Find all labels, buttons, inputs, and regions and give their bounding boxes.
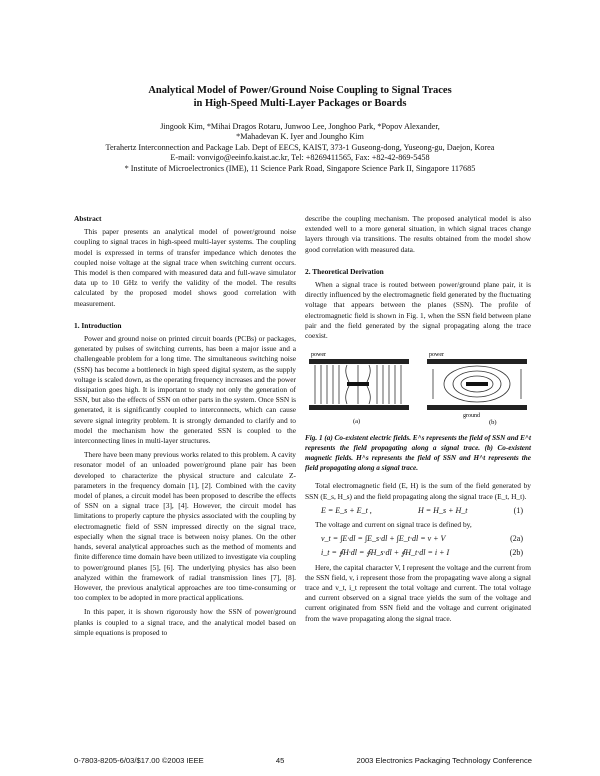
- equation-2a-number: (2a): [510, 534, 523, 544]
- intro-paragraph-2: There have been many previous works related to this problem. A cavity resonator model of an unloaded power/ground plane pair has been developed to characterize the physical structure and calculate Z-parameters in the frequency domain [1], [2]. Combined with the cavity model of planes, a circuit model has been proposed to describe the effects of SSN on a signal trace [3], [4]. However, the circuit model has limitations to properly capture the physics associated with the coupling by electromagnetic field of SSN impressed directly on the signal trace, especially when the signal trace is between noisy planes. On the other hands, several analytical approaches such as the method of moments and finite difference time domain have been utilized to investigate via coupling to power/ground planes [5], [6]. The underlying physics has also been analyzed within the framework of radial transmission lines [7], [8]. However, the previous analytical approaches are too time-consuming or too complex to be adopted in more practical applications.: [74, 450, 296, 603]
- equation-1-number: (1): [513, 505, 523, 515]
- power-label-a: power: [311, 352, 326, 359]
- page-number: 45: [275, 756, 285, 765]
- affiliation-line-1: Terahertz Interconnection and Package Lab. Dept of EECS, KAIST, 373-1 Guseong-dong, Yuseong-gu, Daejon, Korea: [105, 142, 495, 152]
- affiliation-line-2: E-mail: vonvigo@eeinfo.kaist.ac.kr, Tel: +8269411565, Fax: +82-42-869-5458: [170, 153, 430, 163]
- panel-a-label: (a): [353, 418, 361, 426]
- signal-trace-a: [347, 382, 369, 386]
- introduction-heading: 1. Introduction: [74, 320, 122, 330]
- equation-2a: [305, 534, 531, 544]
- theory-paragraph-2: Total electromagnetic field (E, H) is the sum of the field generated by SSN (E_s, H_s) and the field propagating along the signal trace (E_t, H_t).: [305, 481, 531, 501]
- figure-panel-a: [309, 352, 409, 425]
- equation-2b: [305, 548, 531, 558]
- equation-1: [305, 506, 531, 516]
- intro-paragraph-1: Power and ground noise on printed circuit boards (PCBs) or packages, generated by pulses of switching currents, has been a major issue and a challengeable problem for a long time. The simultaneous switching noise (SSN) has become a bottleneck in high speed digital system, as the supply voltage is scaled down, as the operating frequency increases and the power dissipation goes high. It is important to study not only the generation of SSN, but also the effects of SSN on other parts in the system. Once SSN is generated, it is significantly coupled to interconnects, which can cause severe signal integrity problem. It is strongly demanded to clarify and to model the mechanism how the generated SSN is coupled to the interconnecting lines in multi-layer structures.: [74, 334, 296, 446]
- field-figure: [305, 349, 531, 427]
- paper-title: [60, 84, 540, 110]
- power-plane-b: [427, 359, 527, 364]
- figure-caption: Fig. 1 (a) Co-existent electric fields. E^s represents the field of SSN and E^t represents the field propagating along a signal trace. (b) Co-existent magnetic fields. H^s represents the field of SSN and H^t represents the field propagating along a signal trace.: [305, 434, 532, 473]
- authors-line-2: *Mahadevan K. Iyer and Joungho Kim: [236, 132, 364, 142]
- signal-trace-b: [466, 382, 488, 386]
- equation-2b-number: (2b): [509, 548, 523, 558]
- title-line-2: in High-Speed Multi-Layer Packages or Boards: [193, 98, 407, 109]
- authors-line-1: Jingook Kim, *Mihai Dragos Rotaru, Junwoo Lee, Jonghoo Park, *Popov Alexander,: [160, 122, 440, 131]
- equation-1-lhs: E = E_s + E_t ,: [321, 505, 372, 515]
- intro-paragraph-3: In this paper, it is shown rigorously how the SSN of power/ground planks is coupled to a signal trace, and the analytical model based on simple equations is proposed to: [74, 607, 296, 637]
- abstract-heading: Abstract: [74, 214, 102, 223]
- ground-label-b: ground: [463, 413, 480, 420]
- left-column: [74, 214, 296, 642]
- affiliation-line-3: * Institute of Microelectronics (IME), 11 Science Park Road, Singapore Science Park II, Singapore 117685: [124, 163, 476, 173]
- power-label-b: power: [429, 352, 444, 359]
- abstract-text: This paper presents an analytical model of power/ground noise coupling to signal traces in high-speed multi-layer systems. The coupling model is expressed in terms of transfer impedance which denotes the coupled noise voltage at the signal trace when switching current occurs. This model is then compared with measured data and full-wave simulator data up to 10 GHz to verify the validity of the model. The results calculated by the proposed model shows good correlation with measurement.: [74, 227, 296, 308]
- theory-paragraph-3: The voltage and current on signal trace is defined by,: [315, 520, 472, 530]
- theory-heading: 2. Theoretical Derivation: [305, 266, 384, 276]
- ground-plane-a: [309, 405, 409, 410]
- title-line-1: Analytical Model of Power/Ground Noise Coupling to Signal Traces: [148, 85, 452, 96]
- footer-copyright: 0-7803-8205-6/03/$17.00 ©2003 IEEE: [74, 756, 204, 765]
- continuation-paragraph: describe the coupling mechanism. The proposed analytical model is also extended well to a more general situation, in which signal traces change layers through via transitions. The results obtained from the model show good correlation with measured data.: [305, 214, 531, 254]
- page-footer: [74, 756, 532, 765]
- conference-name: 2003 Electronics Packaging Technology Conference: [356, 756, 532, 765]
- equation-2b-body: i_t = ∮H·dl = ∮H_s·dl + ∮H_t·dl = i + I: [321, 548, 450, 558]
- power-plane-a: [309, 359, 409, 364]
- figure-panel-b: [427, 352, 527, 426]
- author-block: [70, 122, 530, 174]
- panel-b-label: (b): [489, 419, 497, 427]
- equation-2a-body: v_t = ∫E·dl = ∫E_s·dl + ∫E_t·dl = v + V: [321, 534, 446, 544]
- equation-1-rhs: H = H_s + H_t: [418, 505, 468, 515]
- ground-plane-b: [427, 405, 527, 410]
- theory-paragraph-1: When a signal trace is routed between power/ground plane pair, it is directly influenced by the electromagnetic field generated by the fluctuating voltage that appears between the planes (SSN). The profile of electromagnetic field is shown in Fig. 1, when the SSN field between plane pair and the field generated by the signal propagating along the trace coexist.: [305, 280, 531, 341]
- theory-paragraph-4: Here, the capital character V, I represent the voltage and the current from the SSN field, v, i represent those from the propagating wave along a signal trace and v_t, i_t represent the total voltage and current. The total voltage and current observed on a signal trace yields the sum of the voltage and current originated from SSN field and the voltage and current originated from the wave propagating along the signal trace.: [305, 562, 531, 623]
- right-column: [305, 214, 531, 628]
